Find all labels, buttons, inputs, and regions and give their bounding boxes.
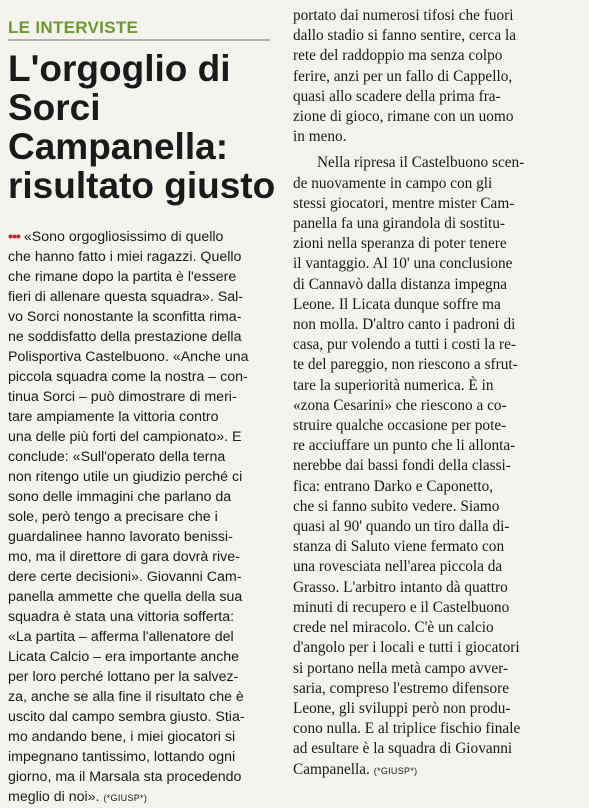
text-line: ne soddisfatto della prestazione della (8, 329, 242, 345)
text-line: in meno. (293, 128, 347, 146)
text-line: saria, compreso l'estremo difensore (293, 679, 509, 697)
text-line: fieri di allenare questa squadra». Sal- (8, 289, 244, 305)
text-line: uscito dal campo sembra giusto. Stia- (8, 709, 245, 725)
headline-line: risultato giusto (8, 165, 276, 206)
text-line: una rovesciata nell'area piccola da (293, 558, 503, 576)
text-line: per loro perché lottano per la salvez- (8, 669, 239, 685)
text-line: il vantaggio. Al 10' una conclusione (293, 255, 513, 273)
text-line: di Cannavò dalla distanza impegna (293, 275, 508, 293)
right-column (293, 6, 583, 781)
text-line: vo Sorci nonostante la sconfitta rima- (8, 309, 242, 325)
text-line: minuti di recupero e il Castelbuono (293, 598, 510, 616)
text-line: Leone, gli sviluppi però non produ- (293, 699, 511, 717)
text-line: de nuovamente in campo con gli (293, 174, 493, 192)
text-line: dere certe decisioni». Giovanni Cam- (8, 569, 242, 585)
text-line: non molla. D'altro canto i padroni di (293, 316, 516, 334)
text-line: si portano nella metà campo avver- (293, 659, 509, 677)
text-line: stanza di Saluto viene fermato con (293, 538, 505, 556)
headline (8, 49, 280, 205)
text-line: quasi allo scadere della prima fra- (293, 87, 501, 105)
text-line: conclude: «Sull'operato della terna (8, 449, 226, 465)
text-line: ad esultare è la squadra di Giovanni (293, 740, 513, 758)
text-line: «zona Cesarini» che riescono a co- (293, 396, 507, 414)
text-line: panella fa una girandola di sostitu- (293, 215, 505, 233)
text-line: Nella ripresa il Castelbuono scen- (317, 154, 525, 172)
text-line: re acciuffare un punto che li allonta- (293, 437, 516, 455)
text-line: sole, però tengo a precisare che i (8, 509, 218, 525)
text-line: sono delle immagini che parlano da (8, 489, 232, 505)
text-line: mo andando bene, i miei giocatori si (8, 729, 236, 745)
text-line: crede nel miracolo. C'è un calcio (293, 619, 494, 637)
headline-line: Campanella: (8, 126, 229, 167)
text-line: non ritengo utile un giudizio perché ci (8, 469, 243, 485)
bullet-marker: ••• (8, 229, 20, 245)
headline-line: L'orgoglio di Sorci (8, 48, 231, 128)
text-line: guardalinee hanno lavorato benissi- (8, 529, 233, 545)
text-line: portato dai numerosi tifosi che fuori (293, 7, 514, 24)
text-line: che hanno fatto i miei ragazzi. Quello (8, 249, 242, 265)
text-line: «La partita – afferma l'allenatore del (8, 629, 234, 645)
text-line: Grasso. L'arbitro intanto dà quattro (293, 578, 508, 596)
text-line: te del pareggio, non riescono a sfrut- (293, 356, 518, 374)
text-line: Licata Calcio – era importante anche (8, 649, 240, 665)
text-line: zioni nella speranza di poter tenere (293, 235, 507, 253)
text-line: za, anche se alla fine il risultato che è (8, 689, 244, 705)
text-line: rete del raddoppio ma senza colpo (293, 47, 503, 65)
text-line: Campanella. (293, 760, 370, 778)
text-line: squadra è stata una vittoria sofferta: (8, 609, 235, 625)
text-line: una delle più forti del campionato». E (8, 429, 242, 445)
author-credit: (*GIUSP*) (103, 793, 148, 803)
text-line: fica: entrano Darko e Caponetto, (293, 477, 494, 495)
text-line: d'angolo per i locali e tutti i giocatori (293, 639, 520, 657)
text-line: impegnano tantissimo, lottando ogni (8, 749, 236, 765)
text-line: ferire, anzi per un fallo di Cappello, (293, 67, 513, 85)
text-line: panella ammette che quella della sua (8, 589, 243, 605)
text-line: casa, pur volendo a tutti i costi la re- (293, 336, 517, 354)
text-line-last (293, 760, 583, 781)
text-line: nerebbe dai bassi fondi della classi- (293, 457, 511, 475)
text-line: meglio di noi». (8, 789, 100, 805)
text-line: zione di gioco, rimane con un uomo (293, 108, 514, 126)
left-column (8, 18, 280, 808)
author-credit: (*GIUSP*) (373, 765, 418, 776)
text-line: dallo stadio si fanno sentire, cerca la (293, 27, 516, 45)
text-line-last (8, 787, 280, 808)
text-line-first (8, 227, 280, 247)
text-line: giorno, ma il Marsala sta procedendo (8, 769, 242, 785)
text-line: Polisportiva Castelbuono. «Anche una (8, 349, 249, 365)
text-line: quasi al 90' quando un tiro dalla di- (293, 518, 510, 536)
text-line: stessi giocatori, mentre mister Cam- (293, 194, 515, 212)
text-line: cono nulla. E al triplice fischio finale (293, 720, 521, 738)
match-report-text (293, 6, 583, 781)
text-line: tinua Sorci – può dimostrare di meri- (8, 389, 237, 405)
text-line: struire qualche occasione per pote- (293, 417, 507, 435)
interview-text (8, 227, 280, 808)
text-line: che si fanno subito vedere. Siamo (293, 497, 500, 515)
text-line: piccola squadra come la nostra – con- (8, 369, 248, 385)
text-line: «Sono orgogliosissimo di quello (23, 229, 224, 245)
text-line: tare la superiorità numerica. È in (293, 376, 494, 394)
text-line: mo, ma il direttore di gara dovrà rive- (8, 549, 240, 565)
text-line: che rimane dopo la partita è l'essere (8, 269, 237, 285)
text-line: Leone. Il Licata dunque soffre ma (293, 295, 501, 313)
section-label: LE INTERVISTE (8, 18, 270, 41)
text-line: tare ampiamente la vittoria contro (8, 409, 219, 425)
